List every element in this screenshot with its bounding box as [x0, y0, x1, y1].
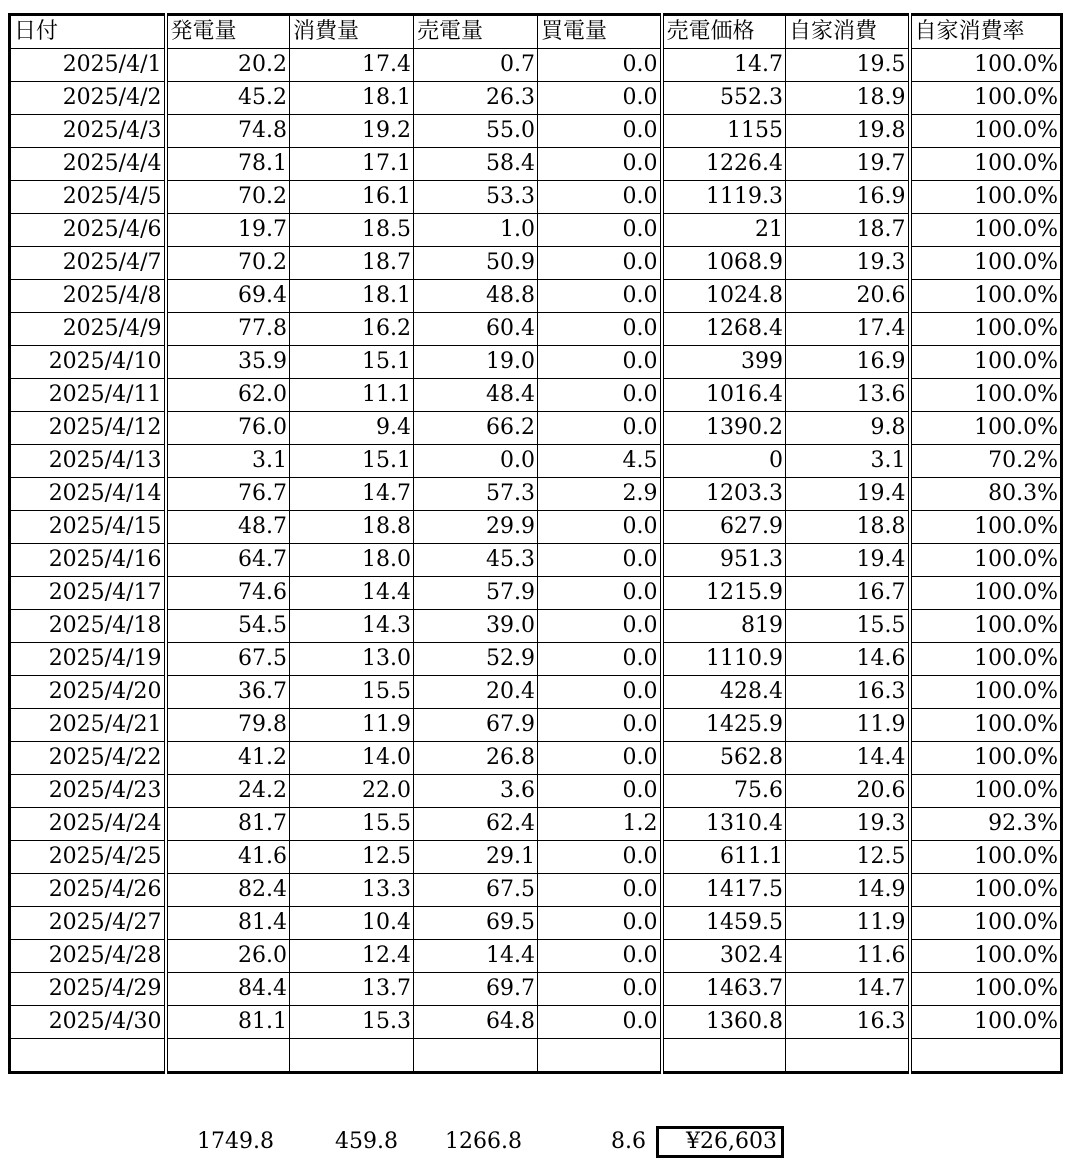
cell-bought[interactable]: 0.0: [538, 940, 662, 973]
table-row: [10, 676, 1062, 709]
cell-generation[interactable]: 70.2: [166, 247, 290, 280]
cell-self-consumption-rate[interactable]: 100.0%: [910, 709, 1062, 742]
cell-sold[interactable]: 14.4: [414, 940, 538, 973]
cell-sold[interactable]: 1.0: [414, 214, 538, 247]
table-row: [10, 214, 1062, 247]
cell-sold[interactable]: 55.0: [414, 115, 538, 148]
cell-consumption[interactable]: 15.3: [290, 1006, 414, 1039]
cell-consumption[interactable]: 14.7: [290, 478, 414, 511]
table-row: [10, 874, 1062, 907]
cell-self-consumption[interactable]: 16.3: [786, 1006, 910, 1039]
cell-bought[interactable]: 0.0: [538, 544, 662, 577]
cell-date[interactable]: 2025/4/8: [10, 280, 166, 313]
cell-bought[interactable]: 4.5: [538, 445, 662, 478]
cell-consumption[interactable]: 15.5: [290, 808, 414, 841]
cell-sales-price[interactable]: 1390.2: [662, 412, 786, 445]
cell-date[interactable]: 2025/4/30: [10, 1006, 166, 1039]
cell-date[interactable]: 2025/4/21: [10, 709, 166, 742]
cell-self-consumption[interactable]: 11.6: [786, 940, 910, 973]
cell-self-consumption-rate[interactable]: 100.0%: [910, 148, 1062, 181]
cell-date[interactable]: 2025/4/7: [10, 247, 166, 280]
table-row: [10, 577, 1062, 610]
cell-generation[interactable]: 67.5: [166, 643, 290, 676]
cell-sold[interactable]: 39.0: [414, 610, 538, 643]
table-row: [10, 346, 1062, 379]
cell-self-consumption[interactable]: 16.3: [786, 676, 910, 709]
cell-consumption[interactable]: 15.1: [290, 346, 414, 379]
cell-generation[interactable]: 84.4: [166, 973, 290, 1006]
cell-generation[interactable]: 26.0: [166, 940, 290, 973]
cell-date[interactable]: 2025/4/18: [10, 610, 166, 643]
table-row: [10, 115, 1062, 148]
cell-date[interactable]: 2025/4/19: [10, 643, 166, 676]
cell-sales-price[interactable]: 951.3: [662, 544, 786, 577]
table-row: [10, 544, 1062, 577]
cell-generation[interactable]: 70.2: [166, 181, 290, 214]
cell-self-consumption-rate[interactable]: 80.3%: [910, 478, 1062, 511]
cell-bought[interactable]: 0.0: [538, 214, 662, 247]
cell-self-consumption[interactable]: 18.7: [786, 214, 910, 247]
table-row: [10, 973, 1062, 1006]
table-row: [10, 1006, 1062, 1039]
cell-sales-price[interactable]: 14.7: [662, 49, 786, 82]
cell-date[interactable]: 2025/4/17: [10, 577, 166, 610]
cell-self-consumption-rate[interactable]: 100.0%: [910, 940, 1062, 973]
cell-sold[interactable]: 66.2: [414, 412, 538, 445]
cell-generation[interactable]: 45.2: [166, 82, 290, 115]
cell-sold[interactable]: 58.4: [414, 148, 538, 181]
cell-bought[interactable]: 0.0: [538, 280, 662, 313]
cell-sales-price[interactable]: 1024.8: [662, 280, 786, 313]
cell-sales-price[interactable]: 1226.4: [662, 148, 786, 181]
table-row: [10, 280, 1062, 313]
header-sold[interactable]: 売電量: [414, 15, 538, 49]
cell-bought[interactable]: 0.0: [538, 346, 662, 379]
cell-self-consumption-rate[interactable]: 100.0%: [910, 577, 1062, 610]
cell-generation[interactable]: 64.7: [166, 544, 290, 577]
table-row: [10, 808, 1062, 841]
cell-generation[interactable]: 48.7: [166, 511, 290, 544]
cell-sold[interactable]: 0.0: [414, 445, 538, 478]
cell-sales-price[interactable]: 1215.9: [662, 577, 786, 610]
cell-bought[interactable]: 0.0: [538, 973, 662, 1006]
cell-date[interactable]: 2025/4/23: [10, 775, 166, 808]
cell-self-consumption[interactable]: 20.6: [786, 775, 910, 808]
total-sold[interactable]: 1266.8: [445, 1129, 522, 1154]
cell-sold[interactable]: 20.4: [414, 676, 538, 709]
cell-sold[interactable]: 53.3: [414, 181, 538, 214]
cell-self-consumption-rate[interactable]: 100.0%: [910, 973, 1062, 1006]
table-row: [10, 511, 1062, 544]
cell-self-consumption[interactable]: 11.9: [786, 709, 910, 742]
cell-sales-price[interactable]: 1155: [662, 115, 786, 148]
cell-date[interactable]: 2025/4/26: [10, 874, 166, 907]
cell-self-consumption[interactable]: 13.6: [786, 379, 910, 412]
cell-self-consumption[interactable]: 14.6: [786, 643, 910, 676]
cell-sales-price[interactable]: 562.8: [662, 742, 786, 775]
cell-date[interactable]: 2025/4/29: [10, 973, 166, 1006]
cell-generation[interactable]: 81.4: [166, 907, 290, 940]
cell-sold[interactable]: 19.0: [414, 346, 538, 379]
cell-self-consumption-rate[interactable]: 100.0%: [910, 181, 1062, 214]
table-row: [10, 775, 1062, 808]
cell-self-consumption-rate[interactable]: 100.0%: [910, 214, 1062, 247]
table-row: [10, 445, 1062, 478]
empty-cell[interactable]: [290, 1039, 414, 1073]
cell-self-consumption[interactable]: 15.5: [786, 610, 910, 643]
table-row: [10, 313, 1062, 346]
cell-generation[interactable]: 78.1: [166, 148, 290, 181]
cell-sales-price[interactable]: 399: [662, 346, 786, 379]
cell-consumption[interactable]: 17.1: [290, 148, 414, 181]
cell-sold[interactable]: 26.8: [414, 742, 538, 775]
table-row: [10, 742, 1062, 775]
cell-consumption[interactable]: 13.7: [290, 973, 414, 1006]
empty-cell[interactable]: [414, 1039, 538, 1073]
cell-bought[interactable]: 0.0: [538, 511, 662, 544]
cell-sales-price[interactable]: 1425.9: [662, 709, 786, 742]
cell-sales-price[interactable]: 1360.8: [662, 1006, 786, 1039]
cell-self-consumption-rate[interactable]: 100.0%: [910, 49, 1062, 82]
cell-sales-price[interactable]: 1068.9: [662, 247, 786, 280]
cell-consumption[interactable]: 12.4: [290, 940, 414, 973]
cell-generation[interactable]: 24.2: [166, 775, 290, 808]
cell-bought[interactable]: 0.0: [538, 841, 662, 874]
cell-consumption[interactable]: 14.4: [290, 577, 414, 610]
cell-date[interactable]: 2025/4/3: [10, 115, 166, 148]
table-row: [10, 148, 1062, 181]
cell-sold[interactable]: 69.5: [414, 907, 538, 940]
cell-consumption[interactable]: 11.1: [290, 379, 414, 412]
empty-row: [10, 1039, 1062, 1073]
cell-generation[interactable]: 69.4: [166, 280, 290, 313]
cell-consumption[interactable]: 18.7: [290, 247, 414, 280]
header-self-consumption[interactable]: 自家消費: [786, 15, 910, 49]
header-bought[interactable]: 買電量: [538, 15, 662, 49]
cell-bought[interactable]: 0.0: [538, 709, 662, 742]
cell-consumption[interactable]: 15.1: [290, 445, 414, 478]
cell-bought[interactable]: 0.0: [538, 1006, 662, 1039]
cell-sales-price[interactable]: 1268.4: [662, 313, 786, 346]
cell-self-consumption[interactable]: 18.9: [786, 82, 910, 115]
cell-date[interactable]: 2025/4/24: [10, 808, 166, 841]
total-sales-price[interactable]: ¥26,603: [656, 1126, 784, 1158]
cell-consumption[interactable]: 19.2: [290, 115, 414, 148]
table-row: [10, 82, 1062, 115]
cell-sold[interactable]: 52.9: [414, 643, 538, 676]
cell-generation[interactable]: 82.4: [166, 874, 290, 907]
header-date[interactable]: 日付: [10, 15, 166, 49]
cell-bought[interactable]: 0.0: [538, 775, 662, 808]
cell-sold[interactable]: 0.7: [414, 49, 538, 82]
totals-row: [0, 1126, 1074, 1158]
cell-self-consumption[interactable]: 12.5: [786, 841, 910, 874]
cell-sold[interactable]: 48.8: [414, 280, 538, 313]
header-sales-price[interactable]: 売電価格: [662, 15, 786, 49]
cell-self-consumption[interactable]: 14.7: [786, 973, 910, 1006]
cell-self-consumption-rate[interactable]: 100.0%: [910, 841, 1062, 874]
cell-sales-price[interactable]: 1110.9: [662, 643, 786, 676]
cell-self-consumption-rate[interactable]: 100.0%: [910, 412, 1062, 445]
cell-self-consumption-rate[interactable]: 92.3%: [910, 808, 1062, 841]
cell-consumption[interactable]: 15.5: [290, 676, 414, 709]
cell-date[interactable]: 2025/4/15: [10, 511, 166, 544]
cell-bought[interactable]: 0.0: [538, 313, 662, 346]
cell-consumption[interactable]: 16.2: [290, 313, 414, 346]
cell-bought[interactable]: 0.0: [538, 82, 662, 115]
cell-sales-price[interactable]: 75.6: [662, 775, 786, 808]
cell-date[interactable]: 2025/4/2: [10, 82, 166, 115]
cell-date[interactable]: 2025/4/5: [10, 181, 166, 214]
cell-generation[interactable]: 3.1: [166, 445, 290, 478]
header-consumption[interactable]: 消費量: [290, 15, 414, 49]
cell-generation[interactable]: 76.7: [166, 478, 290, 511]
cell-bought[interactable]: 0.0: [538, 907, 662, 940]
cell-self-consumption-rate[interactable]: 100.0%: [910, 676, 1062, 709]
cell-date[interactable]: 2025/4/4: [10, 148, 166, 181]
cell-sales-price[interactable]: 1016.4: [662, 379, 786, 412]
cell-self-consumption[interactable]: 16.9: [786, 346, 910, 379]
cell-self-consumption-rate[interactable]: 70.2%: [910, 445, 1062, 478]
cell-generation[interactable]: 19.7: [166, 214, 290, 247]
cell-self-consumption-rate[interactable]: 100.0%: [910, 874, 1062, 907]
cell-generation[interactable]: 41.2: [166, 742, 290, 775]
cell-self-consumption[interactable]: 14.4: [786, 742, 910, 775]
cell-consumption[interactable]: 18.0: [290, 544, 414, 577]
cell-self-consumption-rate[interactable]: 100.0%: [910, 742, 1062, 775]
cell-generation[interactable]: 41.6: [166, 841, 290, 874]
empty-cell[interactable]: [166, 1039, 290, 1073]
cell-sold[interactable]: 26.3: [414, 82, 538, 115]
cell-self-consumption-rate[interactable]: 100.0%: [910, 379, 1062, 412]
cell-bought[interactable]: 2.9: [538, 478, 662, 511]
cell-date[interactable]: 2025/4/16: [10, 544, 166, 577]
cell-self-consumption-rate[interactable]: 100.0%: [910, 280, 1062, 313]
cell-sold[interactable]: 67.5: [414, 874, 538, 907]
cell-sales-price[interactable]: 302.4: [662, 940, 786, 973]
cell-self-consumption-rate[interactable]: 100.0%: [910, 1006, 1062, 1039]
table-row: [10, 841, 1062, 874]
cell-sales-price[interactable]: 819: [662, 610, 786, 643]
cell-date[interactable]: 2025/4/25: [10, 841, 166, 874]
cell-generation[interactable]: 36.7: [166, 676, 290, 709]
cell-self-consumption[interactable]: 3.1: [786, 445, 910, 478]
cell-sales-price[interactable]: 1310.4: [662, 808, 786, 841]
cell-self-consumption[interactable]: 19.4: [786, 478, 910, 511]
cell-generation[interactable]: 62.0: [166, 379, 290, 412]
cell-consumption[interactable]: 11.9: [290, 709, 414, 742]
cell-date[interactable]: 2025/4/1: [10, 49, 166, 82]
table-row: [10, 478, 1062, 511]
cell-generation[interactable]: 79.8: [166, 709, 290, 742]
cell-bought[interactable]: 0.0: [538, 379, 662, 412]
cell-generation[interactable]: 77.8: [166, 313, 290, 346]
cell-sold[interactable]: 50.9: [414, 247, 538, 280]
cell-sold[interactable]: 67.9: [414, 709, 538, 742]
empty-cell[interactable]: [538, 1039, 662, 1073]
total-consumption[interactable]: 459.8: [335, 1129, 398, 1154]
cell-bought[interactable]: 0.0: [538, 610, 662, 643]
cell-bought[interactable]: 0.0: [538, 148, 662, 181]
cell-self-consumption-rate[interactable]: 100.0%: [910, 115, 1062, 148]
cell-sales-price[interactable]: 552.3: [662, 82, 786, 115]
cell-self-consumption[interactable]: 19.3: [786, 247, 910, 280]
cell-date[interactable]: 2025/4/22: [10, 742, 166, 775]
cell-self-consumption-rate[interactable]: 100.0%: [910, 775, 1062, 808]
cell-sold[interactable]: 60.4: [414, 313, 538, 346]
cell-sold[interactable]: 62.4: [414, 808, 538, 841]
cell-date[interactable]: 2025/4/9: [10, 313, 166, 346]
header-generation[interactable]: 発電量: [166, 15, 290, 49]
table-row: [10, 709, 1062, 742]
cell-sold[interactable]: 57.3: [414, 478, 538, 511]
cell-self-consumption[interactable]: 16.9: [786, 181, 910, 214]
cell-self-consumption[interactable]: 19.3: [786, 808, 910, 841]
cell-consumption[interactable]: 14.3: [290, 610, 414, 643]
cell-bought[interactable]: 0.0: [538, 643, 662, 676]
header-row: [10, 15, 1062, 49]
cell-bought[interactable]: 0.0: [538, 676, 662, 709]
cell-self-consumption[interactable]: 11.9: [786, 907, 910, 940]
cell-consumption[interactable]: 16.1: [290, 181, 414, 214]
cell-sold[interactable]: 57.9: [414, 577, 538, 610]
cell-sales-price[interactable]: 1417.5: [662, 874, 786, 907]
cell-date[interactable]: 2025/4/20: [10, 676, 166, 709]
cell-self-consumption-rate[interactable]: 100.0%: [910, 610, 1062, 643]
cell-consumption[interactable]: 13.0: [290, 643, 414, 676]
cell-generation[interactable]: 81.7: [166, 808, 290, 841]
cell-bought[interactable]: 0.0: [538, 49, 662, 82]
empty-cell[interactable]: [10, 1039, 166, 1073]
cell-consumption[interactable]: 10.4: [290, 907, 414, 940]
cell-sales-price[interactable]: 21: [662, 214, 786, 247]
cell-sales-price[interactable]: 1459.5: [662, 907, 786, 940]
cell-generation[interactable]: 74.6: [166, 577, 290, 610]
cell-bought[interactable]: 1.2: [538, 808, 662, 841]
cell-self-consumption[interactable]: 19.8: [786, 115, 910, 148]
cell-bought[interactable]: 0.0: [538, 742, 662, 775]
table-row: [10, 379, 1062, 412]
cell-self-consumption[interactable]: 9.8: [786, 412, 910, 445]
cell-bought[interactable]: 0.0: [538, 577, 662, 610]
cell-sales-price[interactable]: 1203.3: [662, 478, 786, 511]
table-row: [10, 610, 1062, 643]
cell-date[interactable]: 2025/4/27: [10, 907, 166, 940]
table-row: [10, 181, 1062, 214]
total-bought[interactable]: 8.6: [611, 1129, 646, 1154]
cell-self-consumption-rate[interactable]: 100.0%: [910, 247, 1062, 280]
cell-sales-price[interactable]: 1463.7: [662, 973, 786, 1006]
cell-consumption[interactable]: 9.4: [290, 412, 414, 445]
cell-consumption[interactable]: 22.0: [290, 775, 414, 808]
cell-date[interactable]: 2025/4/6: [10, 214, 166, 247]
cell-generation[interactable]: 35.9: [166, 346, 290, 379]
cell-sold[interactable]: 29.1: [414, 841, 538, 874]
cell-self-consumption-rate[interactable]: 100.0%: [910, 511, 1062, 544]
cell-consumption[interactable]: 18.8: [290, 511, 414, 544]
cell-self-consumption[interactable]: 18.8: [786, 511, 910, 544]
cell-sold[interactable]: 29.9: [414, 511, 538, 544]
cell-self-consumption-rate[interactable]: 100.0%: [910, 346, 1062, 379]
cell-generation[interactable]: 74.8: [166, 115, 290, 148]
cell-date[interactable]: 2025/4/11: [10, 379, 166, 412]
cell-sales-price[interactable]: 611.1: [662, 841, 786, 874]
cell-bought[interactable]: 0.0: [538, 115, 662, 148]
cell-generation[interactable]: 54.5: [166, 610, 290, 643]
table-row: [10, 940, 1062, 973]
table-row: [10, 49, 1062, 82]
cell-sales-price[interactable]: 1119.3: [662, 181, 786, 214]
cell-consumption[interactable]: 13.3: [290, 874, 414, 907]
cell-sold[interactable]: 69.7: [414, 973, 538, 1006]
cell-consumption[interactable]: 18.5: [290, 214, 414, 247]
cell-date[interactable]: 2025/4/13: [10, 445, 166, 478]
empty-cell[interactable]: [662, 1039, 786, 1073]
cell-date[interactable]: 2025/4/14: [10, 478, 166, 511]
empty-cell[interactable]: [786, 1039, 910, 1073]
cell-self-consumption[interactable]: 16.7: [786, 577, 910, 610]
cell-bought[interactable]: 0.0: [538, 247, 662, 280]
cell-self-consumption[interactable]: 19.7: [786, 148, 910, 181]
cell-sold[interactable]: 48.4: [414, 379, 538, 412]
cell-bought[interactable]: 0.0: [538, 412, 662, 445]
cell-sales-price[interactable]: 0: [662, 445, 786, 478]
cell-generation[interactable]: 20.2: [166, 49, 290, 82]
cell-bought[interactable]: 0.0: [538, 181, 662, 214]
cell-sold[interactable]: 64.8: [414, 1006, 538, 1039]
cell-date[interactable]: 2025/4/28: [10, 940, 166, 973]
table-row: [10, 412, 1062, 445]
cell-self-consumption[interactable]: 14.9: [786, 874, 910, 907]
empty-cell[interactable]: [910, 1039, 1062, 1073]
table-row: [10, 643, 1062, 676]
total-generation[interactable]: 1749.8: [197, 1129, 274, 1154]
cell-sales-price[interactable]: 428.4: [662, 676, 786, 709]
cell-self-consumption[interactable]: 20.6: [786, 280, 910, 313]
cell-consumption[interactable]: 18.1: [290, 82, 414, 115]
cell-self-consumption[interactable]: 19.5: [786, 49, 910, 82]
cell-self-consumption-rate[interactable]: 100.0%: [910, 313, 1062, 346]
cell-bought[interactable]: 0.0: [538, 874, 662, 907]
energy-table: [8, 13, 1063, 1074]
cell-self-consumption-rate[interactable]: 100.0%: [910, 544, 1062, 577]
cell-sold[interactable]: 45.3: [414, 544, 538, 577]
cell-date[interactable]: 2025/4/12: [10, 412, 166, 445]
cell-sales-price[interactable]: 627.9: [662, 511, 786, 544]
cell-consumption[interactable]: 12.5: [290, 841, 414, 874]
cell-self-consumption[interactable]: 19.4: [786, 544, 910, 577]
cell-consumption[interactable]: 17.4: [290, 49, 414, 82]
cell-self-consumption-rate[interactable]: 100.0%: [910, 643, 1062, 676]
cell-sold[interactable]: 3.6: [414, 775, 538, 808]
cell-generation[interactable]: 76.0: [166, 412, 290, 445]
cell-date[interactable]: 2025/4/10: [10, 346, 166, 379]
cell-consumption[interactable]: 14.0: [290, 742, 414, 775]
header-self-consumption-rate[interactable]: 自家消費率: [910, 15, 1062, 49]
table-row: [10, 247, 1062, 280]
cell-generation[interactable]: 81.1: [166, 1006, 290, 1039]
table-row: [10, 907, 1062, 940]
cell-consumption[interactable]: 18.1: [290, 280, 414, 313]
cell-self-consumption-rate[interactable]: 100.0%: [910, 82, 1062, 115]
cell-self-consumption[interactable]: 17.4: [786, 313, 910, 346]
cell-self-consumption-rate[interactable]: 100.0%: [910, 907, 1062, 940]
